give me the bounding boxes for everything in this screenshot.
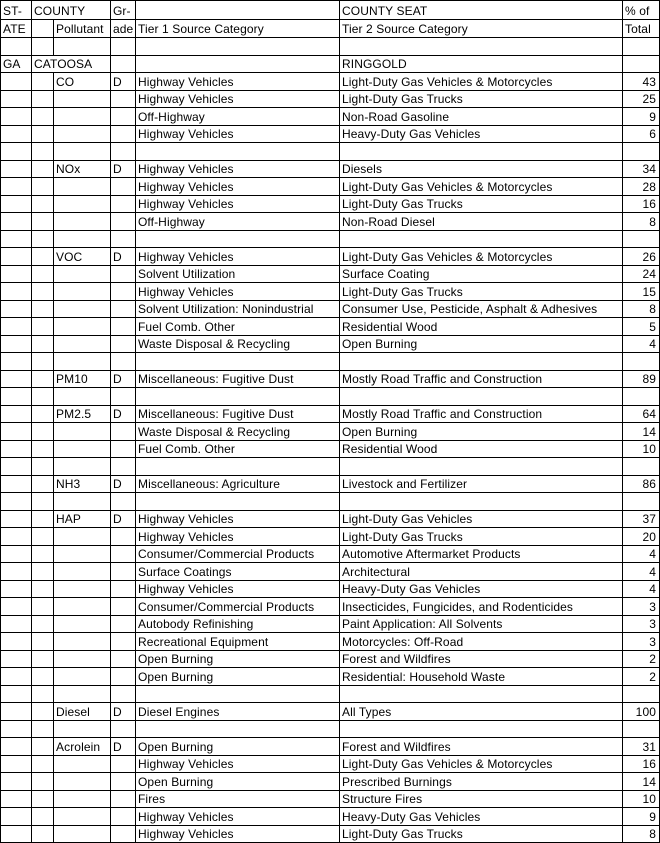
- state-cell: GA: [1, 55, 32, 73]
- table-row: [1, 545, 660, 563]
- pct-cell: 5: [623, 318, 660, 336]
- tier2-cell: Forest and Wildfires: [340, 738, 623, 756]
- table-row: [1, 160, 660, 178]
- tier1-cell: Fuel Comb. Other: [136, 318, 340, 336]
- pct-cell: 10: [623, 790, 660, 808]
- pct-cell: 9: [623, 108, 660, 126]
- tier1-cell: Solvent Utilization: Nonindustrial: [136, 300, 340, 318]
- pct-cell: 3: [623, 598, 660, 616]
- pct-cell: 15: [623, 283, 660, 301]
- header-grade: Gr-: [111, 1, 136, 20]
- table-row: [1, 73, 660, 91]
- pct-cell: 28: [623, 178, 660, 196]
- header-grade-2: ade: [111, 19, 136, 38]
- table-row: [1, 475, 660, 493]
- pct-cell: 8: [623, 213, 660, 231]
- pct-cell: 3: [623, 615, 660, 633]
- table-row: [1, 90, 660, 108]
- grade-cell: D: [111, 370, 136, 388]
- grade-cell: D: [111, 703, 136, 721]
- pollutant-cell: NOx: [54, 160, 111, 178]
- grade-cell: D: [111, 248, 136, 266]
- tier1-cell: Miscellaneous: Fugitive Dust: [136, 405, 340, 423]
- pct-cell: 64: [623, 405, 660, 423]
- blank-row: [1, 388, 660, 406]
- pct-cell: 34: [623, 160, 660, 178]
- tier1-cell: Highway Vehicles: [136, 528, 340, 546]
- tier2-cell: Light-Duty Gas Vehicles & Motorcycles: [340, 178, 623, 196]
- pct-cell: 4: [623, 580, 660, 598]
- pct-cell: 3: [623, 633, 660, 651]
- blank-row: [1, 493, 660, 511]
- tier1-cell: Recreational Equipment: [136, 633, 340, 651]
- pollutant-cell: Diesel: [54, 703, 111, 721]
- table-row: [1, 738, 660, 756]
- tier2-cell: Non-Road Diesel: [340, 213, 623, 231]
- table-row: [1, 528, 660, 546]
- tier2-cell: Light-Duty Gas Vehicles & Motorcycles: [340, 755, 623, 773]
- tier2-cell: Light-Duty Gas Vehicles & Motorcycles: [340, 248, 623, 266]
- tier1-cell: Open Burning: [136, 773, 340, 791]
- tier2-cell: Residential: Household Waste: [340, 668, 623, 686]
- table-row: [1, 808, 660, 826]
- table-row: [1, 703, 660, 721]
- tier1-cell: Solvent Utilization: [136, 265, 340, 283]
- tier1-cell: Waste Disposal & Recycling: [136, 335, 340, 353]
- tier2-cell: Light-Duty Gas Trucks: [340, 528, 623, 546]
- tier1-cell: Highway Vehicles: [136, 510, 340, 528]
- tier1-cell: Fuel Comb. Other: [136, 440, 340, 458]
- table-row: [1, 108, 660, 126]
- tier2-cell: Mostly Road Traffic and Construction: [340, 405, 623, 423]
- tier1-cell: Highway Vehicles: [136, 125, 340, 143]
- header-pollutant: Pollutant: [54, 19, 111, 38]
- blank-row: [1, 38, 660, 56]
- tier2-cell: Paint Application: All Solvents: [340, 615, 623, 633]
- pct-cell: 4: [623, 563, 660, 581]
- pollutant-cell: Acrolein: [54, 738, 111, 756]
- tier1-cell: Consumer/Commercial Products: [136, 545, 340, 563]
- blank-row: [1, 720, 660, 738]
- table-row: [1, 668, 660, 686]
- tier1-cell: Highway Vehicles: [136, 283, 340, 301]
- table-row: [1, 318, 660, 336]
- pct-cell: 6: [623, 125, 660, 143]
- tier1-cell: Highway Vehicles: [136, 580, 340, 598]
- grade-cell: D: [111, 510, 136, 528]
- pollutant-cell: PM10: [54, 370, 111, 388]
- tier1-cell: Highway Vehicles: [136, 248, 340, 266]
- tier2-cell: Mostly Road Traffic and Construction: [340, 370, 623, 388]
- tier2-cell: Light-Duty Gas Trucks: [340, 90, 623, 108]
- pct-cell: 8: [623, 825, 660, 843]
- grade-cell: D: [111, 160, 136, 178]
- header-state-2: ATE: [1, 19, 32, 38]
- tier2-cell: Heavy-Duty Gas Vehicles: [340, 808, 623, 826]
- table-row: [1, 773, 660, 791]
- tier1-cell: Open Burning: [136, 738, 340, 756]
- table-row: [1, 300, 660, 318]
- header-county-seat: COUNTY SEAT: [340, 1, 623, 20]
- pct-cell: 37: [623, 510, 660, 528]
- tier1-cell: Consumer/Commercial Products: [136, 598, 340, 616]
- tier1-cell: Waste Disposal & Recycling: [136, 423, 340, 441]
- header-county-2: [32, 19, 54, 38]
- table-row: [1, 598, 660, 616]
- pct-cell: 100: [623, 703, 660, 721]
- tier2-cell: Structure Fires: [340, 790, 623, 808]
- pct-cell: 43: [623, 73, 660, 91]
- table-row: [1, 283, 660, 301]
- tier2-cell: Light-Duty Gas Trucks: [340, 825, 623, 843]
- header-total: Total: [623, 19, 660, 38]
- pct-cell: 16: [623, 755, 660, 773]
- tier2-cell: Insecticides, Fungicides, and Rodenticides: [340, 598, 623, 616]
- header-tier1: [136, 1, 340, 20]
- tier1-cell: Autobody Refinishing: [136, 615, 340, 633]
- pct-cell: 14: [623, 773, 660, 791]
- table-row: [1, 248, 660, 266]
- tier2-cell: Light-Duty Gas Trucks: [340, 195, 623, 213]
- pct-cell: 8: [623, 300, 660, 318]
- table-row: [1, 178, 660, 196]
- pollutant-cell: HAP: [54, 510, 111, 528]
- table-row: [1, 563, 660, 581]
- pct-cell: 9: [623, 808, 660, 826]
- tier1-cell: Off-Highway: [136, 213, 340, 231]
- table-row: [1, 370, 660, 388]
- blank-row: [1, 230, 660, 248]
- tier2-cell: Heavy-Duty Gas Vehicles: [340, 125, 623, 143]
- tier1-cell: Miscellaneous: Fugitive Dust: [136, 370, 340, 388]
- tier2-cell: Light-Duty Gas Vehicles & Motorcycles: [340, 73, 623, 91]
- tier2-cell: Prescribed Burnings: [340, 773, 623, 791]
- tier1-cell: Fires: [136, 790, 340, 808]
- tier1-cell: Surface Coatings: [136, 563, 340, 581]
- table-row: [1, 265, 660, 283]
- tier1-cell: Open Burning: [136, 650, 340, 668]
- blank-row: [1, 143, 660, 161]
- tier2-cell: Automotive Aftermarket Products: [340, 545, 623, 563]
- grade-cell: D: [111, 738, 136, 756]
- header-tier2-label: Tier 2 Source Category: [340, 19, 623, 38]
- pollutant-cell: PM2.5: [54, 405, 111, 423]
- header-pct: % of: [623, 1, 660, 20]
- table-row: [1, 125, 660, 143]
- table-row: [1, 580, 660, 598]
- pct-cell: 20: [623, 528, 660, 546]
- tier1-cell: Off-Highway: [136, 108, 340, 126]
- pct-cell: 25: [623, 90, 660, 108]
- table-row: [1, 213, 660, 231]
- pct-cell: 26: [623, 248, 660, 266]
- tier2-cell: Residential Wood: [340, 318, 623, 336]
- tier2-cell: Open Burning: [340, 423, 623, 441]
- pollutant-cell: CO: [54, 73, 111, 91]
- tier1-cell: Diesel Engines: [136, 703, 340, 721]
- tier2-cell: Light-Duty Gas Trucks: [340, 283, 623, 301]
- table-row: [1, 195, 660, 213]
- pct-cell: 89: [623, 370, 660, 388]
- pct-cell: 14: [623, 423, 660, 441]
- pct-cell: 24: [623, 265, 660, 283]
- county-cell: CATOOSA: [32, 55, 111, 73]
- pollutant-cell: NH3: [54, 475, 111, 493]
- table-row: [1, 633, 660, 651]
- pct-cell: 31: [623, 738, 660, 756]
- tier2-cell: Residential Wood: [340, 440, 623, 458]
- table-row: [1, 440, 660, 458]
- table-row: [1, 405, 660, 423]
- grade-cell: D: [111, 405, 136, 423]
- tier2-cell: Surface Coating: [340, 265, 623, 283]
- tier2-cell: Forest and Wildfires: [340, 650, 623, 668]
- table-row: [1, 510, 660, 528]
- tier2-cell: Heavy-Duty Gas Vehicles: [340, 580, 623, 598]
- tier2-cell: Non-Road Gasoline: [340, 108, 623, 126]
- blank-row: [1, 685, 660, 703]
- tier2-cell: Motorcycles: Off-Road: [340, 633, 623, 651]
- header-tier1-label: Tier 1 Source Category: [136, 19, 340, 38]
- tier1-cell: Highway Vehicles: [136, 755, 340, 773]
- table-row: [1, 755, 660, 773]
- tier1-cell: Highway Vehicles: [136, 808, 340, 826]
- blank-row: [1, 458, 660, 476]
- grade-cell: D: [111, 475, 136, 493]
- table-body: [1, 1, 660, 843]
- tier2-cell: All Types: [340, 703, 623, 721]
- table-row: [1, 790, 660, 808]
- tier2-cell: Livestock and Fertilizer: [340, 475, 623, 493]
- tier1-cell: Highway Vehicles: [136, 195, 340, 213]
- tier1-cell: Miscellaneous: Agriculture: [136, 475, 340, 493]
- table-row: [1, 825, 660, 843]
- table-row: [1, 335, 660, 353]
- location-row: [1, 55, 660, 73]
- header-state: ST-: [1, 1, 32, 20]
- tier2-cell: Architectural: [340, 563, 623, 581]
- header-row-2: [1, 19, 660, 38]
- header-row-1: [1, 1, 660, 20]
- county-seat-cell: RINGGOLD: [340, 55, 623, 73]
- tier1-cell: Highway Vehicles: [136, 178, 340, 196]
- pct-cell: 10: [623, 440, 660, 458]
- tier2-cell: Diesels: [340, 160, 623, 178]
- table-row: [1, 650, 660, 668]
- table-row: [1, 615, 660, 633]
- blank-row: [1, 353, 660, 371]
- tier1-cell: Highway Vehicles: [136, 90, 340, 108]
- table-row: [1, 423, 660, 441]
- tier2-cell: Light-Duty Gas Vehicles: [340, 510, 623, 528]
- pollutant-cell: VOC: [54, 248, 111, 266]
- tier1-cell: Highway Vehicles: [136, 825, 340, 843]
- pct-cell: 86: [623, 475, 660, 493]
- header-county: COUNTY: [32, 1, 111, 20]
- tier1-cell: Highway Vehicles: [136, 73, 340, 91]
- pct-cell: 2: [623, 668, 660, 686]
- pct-cell: 4: [623, 335, 660, 353]
- tier1-cell: Highway Vehicles: [136, 160, 340, 178]
- tier2-cell: Open Burning: [340, 335, 623, 353]
- pct-cell: 2: [623, 650, 660, 668]
- tier2-cell: Consumer Use, Pesticide, Asphalt & Adhesives: [340, 300, 623, 318]
- grade-cell: D: [111, 73, 136, 91]
- pct-cell: 4: [623, 545, 660, 563]
- pct-cell: 16: [623, 195, 660, 213]
- tier1-cell: Open Burning: [136, 668, 340, 686]
